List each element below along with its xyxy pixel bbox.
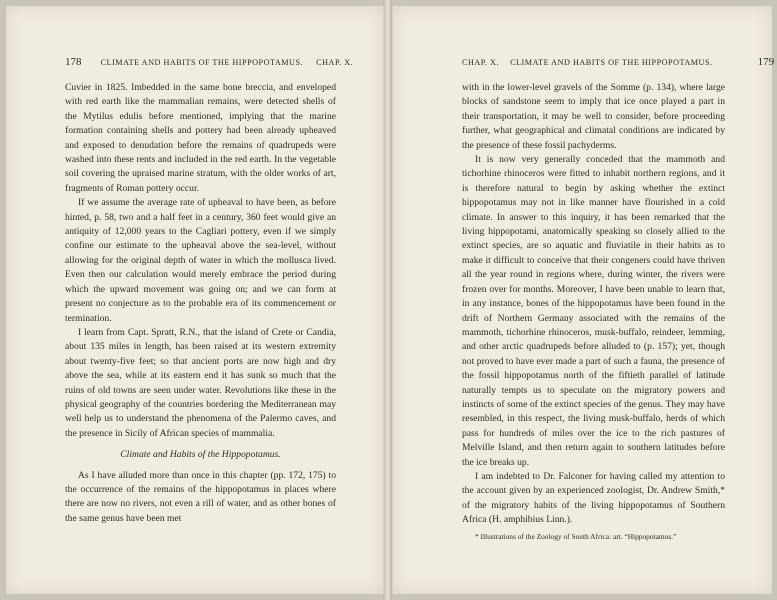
chapter-label: CHAP. X.: [316, 58, 354, 67]
right-page-header: [462, 56, 774, 68]
left-page-header: [65, 56, 353, 68]
left-page-body: [65, 81, 336, 526]
right-page-body: [462, 81, 725, 542]
right-page: [392, 6, 775, 594]
paragraph: I learn from Capt. Spratt, R.N., that the island of Crete or Candia, about 135 miles in length, has been raised at its western extremity about twenty-five feet; so that ancient ports are now high and dry above the sea, while at its eastern end it has sunk so much that the ruins of old towns are seen under water. Revolutions like these in the physical geography of the countries bordering the Mediterranean may well help us to understand the phenomena of the Palermo caves, and the presence in Sicily of African species of mammalia.: [65, 326, 336, 439]
chapter-label: CHAP. X.: [462, 58, 499, 67]
paragraph: Cuvier in 1825. Imbedded in the same bone breccia, and enveloped with red earth like the mammalian remains, were detected shells of the Mytilus edulis before mentioned, implying that the marine formation containing shells and pottery had been already upheaved and exposed to denudation before the remains of quadrupeds were washed into these rents and included in the red earth. In the vegetable soil covering the upraised marine stratum, with the older works of art, fragments of Roman pottery occur.: [65, 82, 336, 194]
paragraph: If we assume the average rate of upheaval to have been, as before hinted, p. 58, two and a half feet in a century, 360 feet would give an antiquity of 12,000 years to the Cagliari pottery, even if we simply confine our estimate to the upheaval above the sea-level, without allowing for the original depth of water in which the mollusca lived. Even then our calculation would merely embrace the period during which the upward movement was going on; and we can form at present no conjecture as to the probable era of its commencement or termination.: [65, 197, 336, 324]
running-title: CLIMATE AND HABITS OF THE HIPPOPOTAMUS.: [100, 58, 304, 67]
book-gutter: [383, 0, 392, 600]
section-heading: Climate and Habits of the Hippopotamus.: [120, 449, 281, 461]
page-number: 178: [65, 56, 82, 68]
paragraph: I am indebted to Dr. Falconer for having called my attention to the account given by an experienced zoologist, Dr. Andrew Smith,* of the migratory habits of the living hippopotamus of Southern Africa (H. amphibius Linn.).: [462, 470, 725, 526]
paragraph: with in the lower-level gravels of the Somme (p. 134), where large blocks of sandstone seem to imply that ice once played a part in their transportation, it may be well to consider, before proceeding further, what geographical and climatal conditions are indicated by the presence of these fossil pachyderms.: [462, 82, 725, 151]
paragraph: As I have alluded more than once in this chapter (pp. 172, 175) to the occurrence of the remains of the hippopotamus in places where there are now no rivers, not even a rill of water, and as other bones of the same genus have been met: [65, 469, 336, 524]
footnote: * Illustrations of the Zoology of South Africa: art. “Hippopotamus.”: [475, 531, 677, 541]
paragraph: It is now very generally conceded that the mammoth and tichorhine rhinoceros were fitted to inhabit northern regions, and it is therefore natural to begin by asking whether the extinct hippopotamus may not in like manner have flourished in a cold climate. In answer to this inquiry, it has been remarked that the living hippopotami, anatomically speaking so closely allied to the extinct species, are so aquatic and fluviatile in their habits as to make it difficult to conceive that their congeners could have thriven all the year round in regions where, during winter, the rivers were frozen over for months. Moreover, I have been unable to learn that, in any instance, bones of the hippopotamus have been found in the drift of Northern Germany associated with the remains of the mammoth, tichorhine rhinoceros, musk-buffalo, reindeer, lemming, and other arctic quadrupeds before alluded to (p. 157); yet, though not proved to have ever made a part of such a fauna, the presence of the fossil hippopotamus north of the fiftieth parallel of latitude naturally tempts us to speculate on the migratory powers and instincts of some of the extinct species of the genus. They may have resembled, in this respect, the living musk-buffalo, herds of which pass for hundreds of miles over the ice to the rich pastures of Melville Island, and then return again to southern latitudes before the ice breaks up.: [462, 154, 725, 468]
page-number: 179: [757, 56, 775, 68]
left-page: [6, 6, 384, 594]
running-title: CLIMATE AND HABITS OF THE HIPPOPOTAMUS.: [510, 58, 713, 67]
